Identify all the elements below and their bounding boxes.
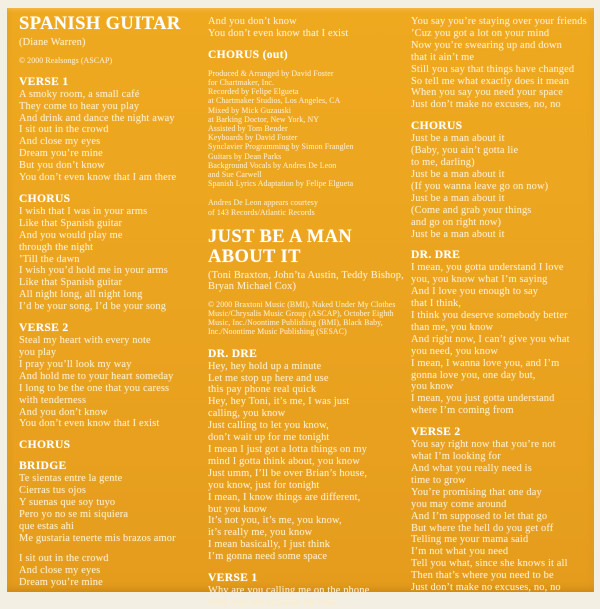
- song-section: [208, 347, 406, 563]
- lyric-line: that it ain’t me: [411, 51, 475, 63]
- lyric-line: I wish that I was in your arms: [19, 205, 148, 217]
- section-heading: CHORUS: [411, 119, 463, 133]
- song-section: [411, 425, 593, 594]
- lyric-line: time to grow: [411, 474, 466, 486]
- lyric-line: When you say you need your space: [411, 87, 563, 99]
- song-section: [411, 119, 593, 240]
- lyric-line: Just don’t make no excuses, no, no: [411, 582, 561, 594]
- stanza-block: [411, 16, 593, 111]
- song-section: [19, 321, 201, 430]
- lyric-line: ’Till the dawn: [19, 253, 80, 265]
- lyric-line: I mean, I wanna love you, and I’m: [411, 357, 560, 369]
- lyric-line: Hey, hey hold up a minute: [208, 360, 322, 372]
- songwriters-line: (Diane Warren): [19, 37, 86, 48]
- lyric-line: All night long, all night long: [19, 289, 143, 301]
- lyric-line: Just be a man about it: [411, 192, 505, 204]
- title-block: [208, 227, 406, 267]
- credit-line: of 143 Records/Atlantic Records: [208, 207, 315, 217]
- lyric-line: with tenderness: [19, 394, 87, 406]
- lyric-line: But where the hell do you get off: [411, 522, 554, 534]
- lyric-line: que estas ahi: [19, 520, 75, 532]
- credit-line: © 2000 Braxtoni Music (BMI), Naked Under My Clothes: [208, 299, 396, 309]
- fineprint-block: [208, 69, 406, 189]
- lyric-line: And hold me to your heart someday: [19, 370, 174, 382]
- credit-line: Mixed by Mick Guzauski: [208, 105, 292, 115]
- stanza-block: [208, 16, 406, 40]
- credit-line: Synclavier Programming by Simon Franglen: [208, 142, 354, 152]
- section-heading: DR. DRE: [208, 346, 258, 360]
- credit-line: and Sue Carwell: [208, 170, 262, 180]
- lyric-line: I mean, I know things are different,: [208, 491, 361, 503]
- lyric-line: Me gustaria tenerte mis brazos amor: [19, 532, 176, 544]
- lyric-line: but you know: [208, 503, 267, 515]
- subtitle-block: [19, 37, 201, 49]
- credit-line: Guitars by Dean Parks: [208, 151, 282, 161]
- song-section: [19, 75, 201, 184]
- lyric-line: where I’m coming from: [411, 405, 514, 417]
- lyric-line: you know, just for tonight: [208, 479, 320, 491]
- lyric-line: through the night: [19, 241, 94, 253]
- lyric-line: than me, you know: [411, 321, 494, 333]
- lyric-line: you need, you know: [411, 345, 498, 357]
- lyric-line: don’t wait up for me tonight: [208, 432, 330, 444]
- lyric-line: Cierras tus ojos: [19, 485, 87, 497]
- lyric-line: And drink and dance the night away: [19, 112, 175, 124]
- lyric-line: that I think,: [411, 298, 462, 310]
- section-heading: CHORUS: [19, 438, 71, 452]
- lyric-line: Why are you calling me on the phone: [208, 585, 370, 597]
- lyric-line: Y suenas que soy tuyo: [19, 497, 116, 509]
- lyric-line: And I’m supposed to let that go: [411, 510, 548, 522]
- lyric-line: I’m not what you need: [411, 546, 509, 558]
- lyric-line: I’m gonna need some space: [208, 551, 328, 563]
- credit-line: © 2000 Realsongs (ASCAP): [19, 55, 113, 65]
- lyric-line: Steal my heart with every note: [19, 335, 151, 347]
- credit-line: Recorded by Felipe Elgueta: [208, 87, 299, 97]
- lyric-line: Just umm, I’ll be over Brian’s house,: [208, 467, 368, 479]
- song-section: [19, 192, 201, 313]
- section-heading: VERSE 1: [19, 74, 69, 88]
- song-section: [208, 571, 406, 609]
- credit-line: Background Vocals by Andres De Leon: [208, 160, 337, 170]
- lyric-line: Just be a man about it: [411, 133, 505, 145]
- lyric-line: Dream you’re mine: [19, 576, 103, 588]
- lyric-line: And close my eyes: [19, 564, 101, 576]
- lyric-line: to me, darling): [411, 157, 475, 169]
- lyric-line: calling, you know: [208, 408, 286, 420]
- credit-line: Assisted by Tom Bender: [208, 124, 288, 134]
- stanza-block: [19, 553, 201, 589]
- lyric-line: it’s really me, you know: [208, 527, 313, 539]
- section-heading: CHORUS (out): [208, 47, 288, 61]
- lyric-line: Still you say that things have changed: [411, 63, 575, 75]
- lyric-line: Let me stop up here and use: [208, 372, 329, 384]
- lyric-line: you know: [411, 381, 454, 393]
- lyric-line: (Baby, you ain’t gotta lie: [411, 145, 519, 157]
- song-section: [411, 248, 593, 417]
- lyric-line: You say you’re staying over your friends: [411, 16, 587, 27]
- lyric-line: I mean I just got a lotta things on my: [208, 444, 367, 456]
- lyric-line: Just be a man about it: [411, 228, 505, 240]
- credit-line: Keyboards by David Foster: [208, 133, 298, 143]
- lyric-line: you may come around: [411, 498, 507, 510]
- lyric-line: Te sientas entre la gente: [19, 473, 123, 485]
- subtitle-block: [208, 270, 406, 293]
- lyric-line: Tell you what, since she knows it all: [411, 558, 568, 570]
- lyric-line: I sit out in the crowd: [19, 552, 109, 564]
- fineprint-block: [19, 56, 201, 65]
- credit-line: Inc./Noontime Music Publishing (SESAC): [208, 327, 347, 337]
- song-section: [19, 438, 201, 451]
- lyric-line: I sit out in the crowd: [19, 124, 109, 136]
- lyric-line: and go on right now): [411, 216, 502, 228]
- lyric-line: Why you not at home on time: [208, 596, 337, 608]
- credit-line: Music/Chrysalis Music Group (ASCAP), October Eighth: [208, 309, 394, 319]
- lyric-line: A smoky room, a small café: [19, 88, 140, 100]
- lyric-line: You say right now that you’re not: [411, 439, 556, 451]
- lyric-line: And you don’t know: [19, 406, 108, 418]
- lyric-line: Then that’s where you need to be: [411, 570, 554, 582]
- lyrics-column-middle: [208, 16, 406, 608]
- song-section: [208, 48, 406, 61]
- lyric-line: You’re promising that one day: [411, 486, 542, 498]
- lyric-line: And right now, I can’t give you what: [411, 333, 570, 345]
- lyric-line: you play: [19, 347, 57, 359]
- section-heading: VERSE 2: [411, 425, 461, 439]
- lyric-line: (If you wanna leave go on now): [411, 180, 549, 192]
- lyric-line: Just be a man about it: [411, 168, 505, 180]
- lyric-line: And I love you enough to say: [411, 286, 539, 298]
- lyric-line: (Come and grab your things: [411, 204, 532, 216]
- lyric-line: Just don’t make no excuses, no, no: [411, 99, 561, 111]
- lyric-line: mind I gotta think about, you know: [208, 455, 360, 467]
- lyric-line: So tell me what exactly does it mean: [411, 75, 570, 87]
- lyric-line: But you don’t know: [19, 160, 105, 172]
- lyric-line: I think you deserve somebody better: [411, 310, 568, 322]
- lyric-line: Just calling to let you know,: [208, 420, 329, 432]
- song-title: JUST BE A MAN ABOUT IT: [208, 226, 353, 267]
- section-heading: VERSE 1: [208, 571, 258, 585]
- lyric-line: You don’t even know that I exist: [208, 27, 349, 39]
- title-block: [19, 14, 201, 34]
- credit-line: Music, Inc./Noontime Publishing (BMI), Black Baby,: [208, 318, 383, 328]
- lyric-line: I mean basically, I just think: [208, 539, 331, 551]
- fineprint-block: [208, 300, 406, 337]
- lyric-line: you, you know what I’m saying: [411, 274, 548, 286]
- section-heading: BRIDGE: [19, 459, 67, 473]
- lyrics-column-left: [19, 14, 201, 586]
- song-section: [19, 459, 201, 544]
- songwriters-line: Bryan Michael Cox): [208, 281, 297, 293]
- credit-line: Spanish Lyrics Adaptation by Felipe Elgueta: [208, 179, 354, 189]
- lyric-line: Like that Spanish guitar: [19, 217, 123, 229]
- lyric-line: And you don’t know: [208, 16, 297, 27]
- credit-line: Produced & Arranged by David Foster: [208, 68, 334, 78]
- lyric-line: I wish you’d hold me in your arms: [19, 265, 168, 277]
- lyric-line: And what you really need is: [411, 463, 532, 474]
- lyric-line: Like that Spanish guitar: [19, 277, 123, 289]
- lyric-line: You don’t even know that I am there: [19, 172, 177, 184]
- lyric-line: I’d be your song, I’d be your song: [19, 301, 167, 313]
- lyric-line: gonna love you, one day but,: [411, 369, 536, 381]
- section-heading: VERSE 2: [19, 321, 69, 335]
- lyric-line: what I’m looking for: [411, 451, 501, 463]
- section-heading: DR. DRE: [411, 248, 461, 262]
- lyric-line: Hey, hey Toni, it’s me, I was just: [208, 396, 350, 408]
- lyric-line: Dream you’re mine: [19, 148, 103, 160]
- credit-line: at Chartmaker Studios, Los Angeles, CA: [208, 96, 341, 106]
- fineprint-block: [208, 198, 406, 216]
- lyric-line: I pray you’ll look my way: [19, 358, 132, 370]
- credit-line: for Chartmaker, Inc.: [208, 78, 275, 88]
- lyrics-column-right: [411, 16, 593, 594]
- lyric-line: I mean, you just gotta understand: [411, 393, 555, 405]
- lyric-line: They come to hear you play: [19, 100, 140, 112]
- lyric-line: Telling me your mama said: [411, 534, 529, 546]
- lyric-line: It’s not you, it’s me, you know,: [208, 515, 342, 527]
- lyric-line: Now you’re swearing up and down: [411, 39, 562, 51]
- credit-line: Andres De Leon appears courtesy: [208, 198, 319, 208]
- songwriters-line: (Toni Braxton, John’ta Austin, Teddy Bishop,: [208, 269, 404, 281]
- section-heading: CHORUS: [19, 191, 71, 205]
- lyric-line: And you would play me: [19, 229, 123, 241]
- lyric-line: ’Cuz you got a lot on your mind: [411, 27, 550, 39]
- lyric-line: this pay phone real quick: [208, 384, 317, 396]
- song-title: SPANISH GUITAR: [19, 14, 181, 34]
- lyric-line: I mean, you gotta understand I love: [411, 262, 564, 274]
- lyric-line: I long to be the one that you caress: [19, 382, 170, 394]
- lyric-line: And close my eyes: [19, 136, 101, 148]
- lyric-line: Pero yo no se mi siquiera: [19, 509, 129, 521]
- lyric-line: You don’t even know that I exist: [19, 418, 160, 430]
- credit-line: at Barking Doctor, New York, NY: [208, 114, 320, 124]
